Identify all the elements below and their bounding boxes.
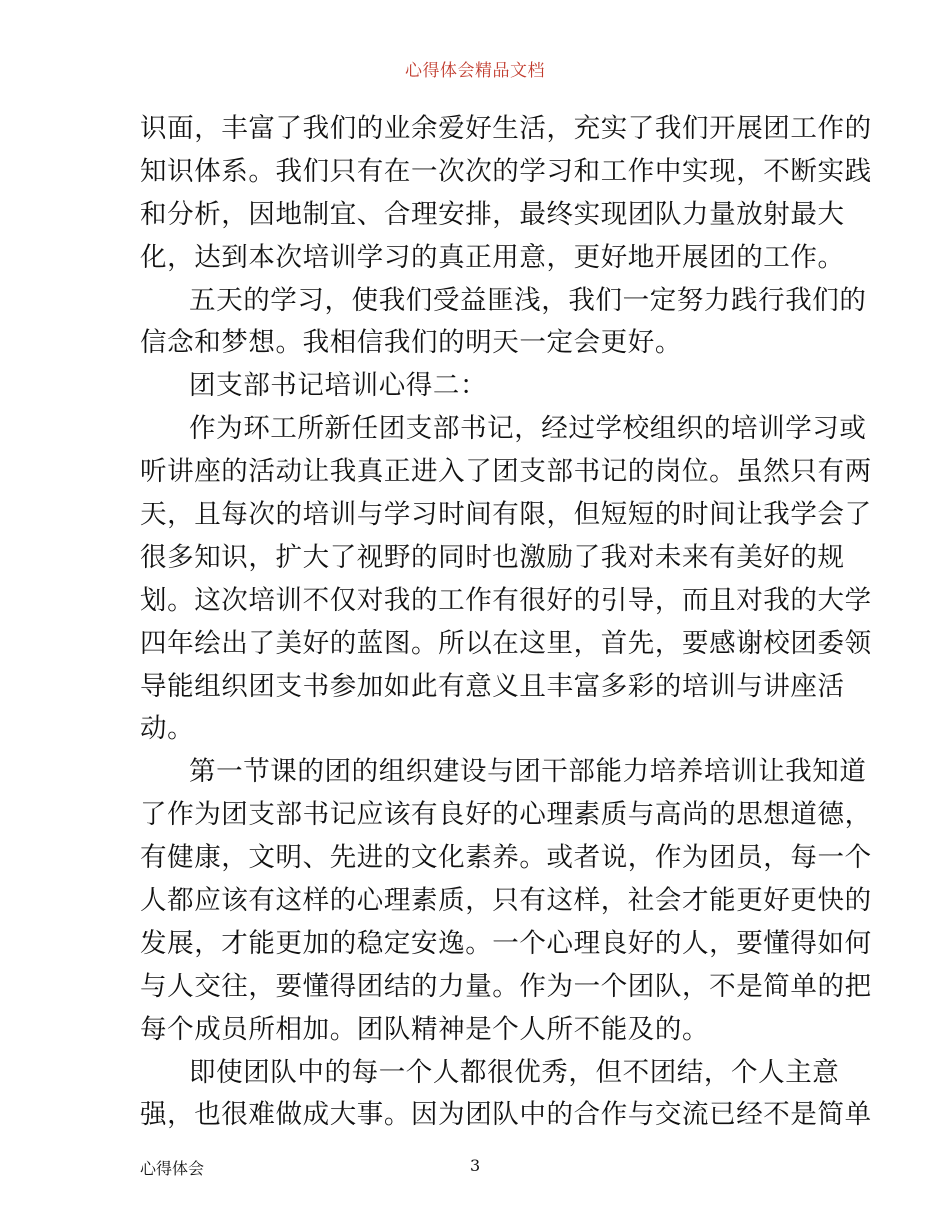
text-line: 很多知识，扩大了视野的同时也激励了我对未来有美好的规 xyxy=(140,541,845,573)
section-heading: 团支部书记培训心得二： xyxy=(189,370,488,402)
text-line: 每个成员所相加。团队精神是个人所不能及的。 xyxy=(140,1013,710,1045)
text-line: 和分析，因地制宜、合理安排，最终实现团队力量放射最大 xyxy=(140,198,845,230)
text-line: 即使团队中的每一个人都很优秀，但不团结，个人主意 xyxy=(189,1056,840,1088)
text-line: 动。 xyxy=(140,713,195,745)
text-line: 第一节课的团的组织建设与团干部能力培养培训让我知道 xyxy=(189,756,867,788)
text-line: 划。这次培训不仅对我的工作有很好的引导，而且对我的大学 xyxy=(140,584,872,616)
page-number: 3 xyxy=(470,1156,481,1175)
document-body xyxy=(140,108,872,1137)
text-line: 听讲座的活动让我真正进入了团支部书记的岗位。虽然只有两 xyxy=(140,456,872,488)
text-line: 五天的学习，使我们受益匪浅，我们一定努力践行我们的 xyxy=(189,284,867,316)
footer-label: 心得体会 xyxy=(140,1159,205,1178)
text-line: 了作为团支部书记应该有良好的心理素质与高尚的思想道德， xyxy=(140,799,872,831)
text-line: 知识体系。我们只有在一次次的学习和工作中实现，不断实践 xyxy=(140,155,872,187)
text-line: 有健康，文明、先进的文化素养。或者说，作为团员，每一个 xyxy=(140,842,872,874)
text-line: 信念和梦想。我相信我们的明天一定会更好。 xyxy=(140,327,682,359)
text-line: 识面，丰富了我们的业余爱好生活，充实了我们开展团工作的 xyxy=(140,113,872,144)
text-line: 四年绘出了美好的蓝图。所以在这里，首先，要感谢校团委领 xyxy=(140,627,872,659)
text-line: 天，且每次的培训与学习时间有限，但短短的时间让我学会了 xyxy=(140,499,872,531)
text-line: 人都应该有这样的心理素质，只有这样，社会才能更好更快的 xyxy=(140,885,872,917)
text-line: 导能组织团支书参加如此有意义且丰富多彩的培训与讲座活 xyxy=(140,670,845,702)
text-line: 发展，才能更加的稳定安逸。一个心理良好的人，要懂得如何 xyxy=(140,927,872,959)
text-line: 与人交往，要懂得团结的力量。作为一个团队，不是简单的把 xyxy=(140,970,872,1002)
text-line: 强，也很难做成大事。因为团队中的合作与交流已经不是简单 xyxy=(140,1099,872,1131)
document-header-title: 心得体会精品文档 xyxy=(405,61,545,81)
text-line: 化，达到本次培训学习的真正用意，更好地开展团的工作。 xyxy=(140,241,845,273)
text-line: 作为环工所新任团支部书记，经过学校组织的培训学习或 xyxy=(189,413,867,445)
